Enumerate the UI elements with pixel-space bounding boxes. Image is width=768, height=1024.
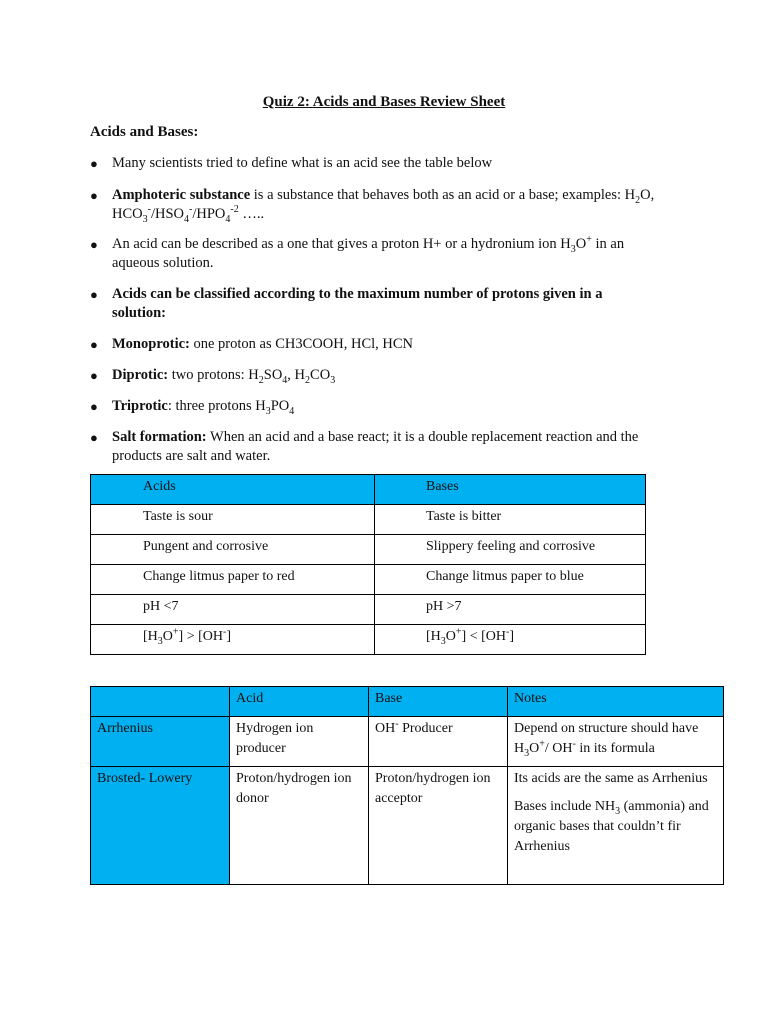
table-row: Pungent and corrosive Slippery feeling and corrosive	[91, 535, 646, 565]
bullet-item-diprotic: ● Diprotic: two protons: $H_2SO_4$, $H_2CO_3$	[90, 367, 336, 386]
bullet-icon: ●	[90, 399, 98, 414]
header-acids: Acids	[91, 475, 375, 505]
table-row: Arrhenius Hydrogen ion producer OH- Producer Depend on structure should have $H_3O^+/$ OH- in its formula	[91, 717, 724, 767]
arrhenius-base-cell: OH- Producer	[369, 717, 508, 767]
bronsted-notes-bases: Bases include $NH_3$ (ammonia) and organic bases that couldn’t fir Arrhenius	[514, 799, 709, 854]
acid-description-line1: An acid can be described as a one that gives a proton H+ or a hydronium ion $H_3O^+$ in an	[112, 234, 625, 255]
acid-concentration-cell: $[H_3O^+] > [OH^-]$	[91, 625, 375, 655]
bronsted-notes-cell: Its acids are the same as Arrhenius Bases include $NH_3$ (ammonia) and organic bases that couldn’t fir Arrhenius	[508, 767, 724, 885]
header-bases: Bases	[375, 475, 646, 505]
table-row: Taste is sour Taste is bitter	[91, 505, 646, 535]
table-row: Brosted- Lowery Proton/hydrogen ion donor Proton/hydrogen ion acceptor Its acids are the same as Arrhenius Bases include $NH_3$ (ammonia) and organic bases that couldn’t fir Arrhenius	[91, 767, 724, 885]
table-row	[91, 625, 646, 655]
bullet-icon: ●	[90, 188, 98, 203]
bullet-item-definitions: ● Many scientists tried to define what is an acid see the table below	[90, 155, 493, 171]
bullet-item-salt-formation: ● Salt formation: When an acid and a base react; it is a double replacement reaction and the products are salt and water.	[90, 429, 639, 464]
bullet-item-classification: ● Acids can be classified according to the maximum number of protons given in a solution:	[90, 286, 603, 321]
arrhenius-notes-cell: Depend on structure should have $H_3O^+/$ OH- in its formula	[508, 717, 724, 767]
section-heading: Acids and Bases:	[90, 124, 199, 140]
table-header-row	[91, 687, 724, 717]
header-blank	[91, 687, 230, 717]
bullet-icon: ●	[90, 368, 98, 383]
acids-bases-table	[90, 474, 646, 655]
bullet-item-monoprotic: ● Monoprotic: one proton as CH3COOH, HCl, HCN	[90, 336, 414, 352]
header-acid: Acid	[230, 687, 369, 717]
page-title: Quiz 2: Acids and Bases Review Sheet	[262, 94, 506, 110]
row-label-arrhenius: Arrhenius	[91, 717, 230, 767]
bullet-icon: ●	[90, 287, 98, 302]
bullet-icon: ●	[90, 156, 98, 171]
formula-hco3-line: $HCO_3^-/HSO_4^-/HPO_4^{-2}$ …..	[112, 204, 265, 225]
table-row: pH <7 pH >7	[91, 595, 646, 625]
bullet-item-triprotic: ● Triprotic: three protons $H_3PO_4$	[90, 398, 295, 417]
bullet-item-amphoteric: ● Amphoteric substance is a substance that behaves both as an acid or a base; examples: $H_2O$, $HCO_3^-/HSO_4^-/HPO_4^{-2}$ …..	[90, 187, 655, 225]
diprotic-formulas: two protons: $H_2SO_4$, $H_2CO_3$	[168, 367, 336, 386]
triprotic-formula: : three protons $H_3PO_4$	[167, 398, 295, 417]
row-label-bronsted: Brosted- Lowery	[91, 767, 230, 885]
table-row: Change litmus paper to red Change litmus paper to blue	[91, 565, 646, 595]
header-base: Base	[369, 687, 508, 717]
bullet-item-acid-description: ● An acid can be described as a one that gives a proton H+ or a hydronium ion $H_3O^+$ in an aqueous solution.	[90, 234, 625, 271]
header-notes: Notes	[508, 687, 724, 717]
table-header-row	[91, 475, 646, 505]
definitions-table	[90, 686, 724, 885]
bullet-icon: ●	[90, 430, 98, 445]
bullet-icon: ●	[90, 337, 98, 352]
base-concentration-cell: $[H_3O^+] < [OH^-]$	[375, 625, 646, 655]
bullet-icon: ●	[90, 237, 98, 252]
formula-h2o: $H_2O$,	[624, 187, 655, 206]
